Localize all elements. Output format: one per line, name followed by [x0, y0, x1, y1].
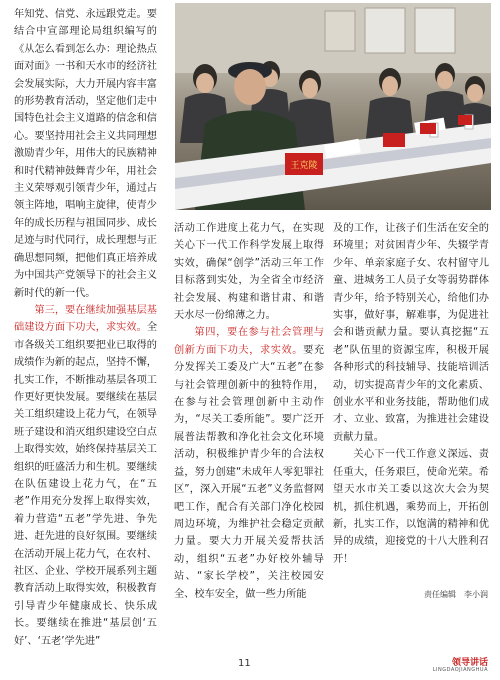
paragraph: 年知党、信党、永远跟党走。要结合中宣部理论局组织编写的《从怎么看到怎么办：理论热点面对面》一书和天水市的经济社会发展实际，大力开展内容丰富的形势教育活动，坚定他们走中国特色社会主义道路的信念和信心。要坚持用社会主义共同理想激励青少年，用伟大的民族精神和时代精神鼓舞青少年，用社会主义荣辱观引领青少年，通过占领主阵地，唱响主旋律，使青少年的成长历程与祖国同步、成长足迹与时代同行，成长理想与正确思想同频，把他们真正培养成为中国共产党领导下的社会主义新时代的新一代。 — [14, 9, 157, 299]
page-number: 11 — [238, 658, 251, 669]
meeting-photo-illustration — [175, 3, 491, 210]
paragraph: 及的工作，让孩子们生活在安全的环境里；对贫困青少年、失辍学青少年、单亲家庭子女、农村留守儿童、进城务工人员子女等弱势群体青少年，给予特别关心，给他们办实事，做好事，解难事，为促进社会和谐贡献力量。要认真挖掘“五老”队伍里的资源宝库，积极开展各种形式的科技辅导、技能培训活动，切实提高青少年的文化素质、创业水平和业务技能，帮助他们成才、立业、致富，为推进社会建设贡献力量。 — [333, 223, 489, 443]
section-heading: 第四，要在参与社会管理与创新方面下功夫，求实效。 — [174, 327, 324, 356]
meeting-photo — [175, 3, 491, 210]
text-column-3 — [333, 220, 489, 568]
section-heading: 第三，要在继续加强基层基础建设方面下功夫，求实效。 — [14, 304, 157, 334]
paragraph: 活动工作进度上花力气，在实现关心下一代工作科学发展上取得实效，确保“创学”活动三年工作目标落到实处，为全省全市经济社会发展、构建和谐甘肃、和谐天水尽一份绵薄之力。 — [174, 223, 324, 322]
paragraph — [174, 324, 324, 603]
paragraph-body: 要充分发挥关工委及广大“五老”在参与社会管理创新中的独特作用，在参与社会管理创新中主动作为，“尽关工委所能”。要广泛开展普法帮教和净化社会文化环境活动，积极维护青少年的合法权益，努力创建“未成年人零犯罪社区”，深入开展“五老”义务监督网吧工作，配合有关部门净化校园周边环境，为维护社会稳定贡献力量。要大力开展关爱帮扶活动，组织“五老”办好校外辅导站、“家长学校”，关注校园安全、校车安全，做一些力所能 — [174, 344, 325, 600]
paragraph-body: 全市各级关工组织要把业已取得的成绩作为新的起点，坚持不懈，扎实工作，不断推动基层各项工作更好更快发展。要继续在基层关工组织建设上花力气，在领导班子建设和消灭组织建设空白点上取得实效，始终保持基层关工组织的旺盛活力和生机。要继续在队伍建设上花力气，在“五老”作用充分发挥上取得实效，着力营造“五老”学先进、争先进、赶先进的良好氛围。要继续在活动开展上花力气，在农村、社区、企业、学校开展系列主题教育活动上取得实效，积极教育引导青少年健康成长、快乐成长。要继续在推进“基层创‘五好’、‘五老’学先进” — [14, 322, 157, 647]
editor-credit: 责任编辑 李小润 — [424, 590, 488, 599]
paragraph: 关心下一代工作意义深远、责任重大，任务艰巨，使命光荣。希望天水市关工委以这次大会为契机，抓住机遇，乘势而上，开拓创新，扎实工作，以饱满的精神和优异的成绩，迎接党的十八大胜利召开！ — [333, 449, 489, 565]
text-column-1 — [14, 6, 157, 650]
paragraph — [14, 302, 157, 650]
magazine-section-pinyin: LINGDAOJIANGHUA — [432, 667, 488, 673]
nameplate-text: 王克陵 — [290, 161, 318, 171]
text-column-2 — [174, 220, 324, 603]
magazine-section-title: 领导讲话 — [451, 658, 488, 668]
